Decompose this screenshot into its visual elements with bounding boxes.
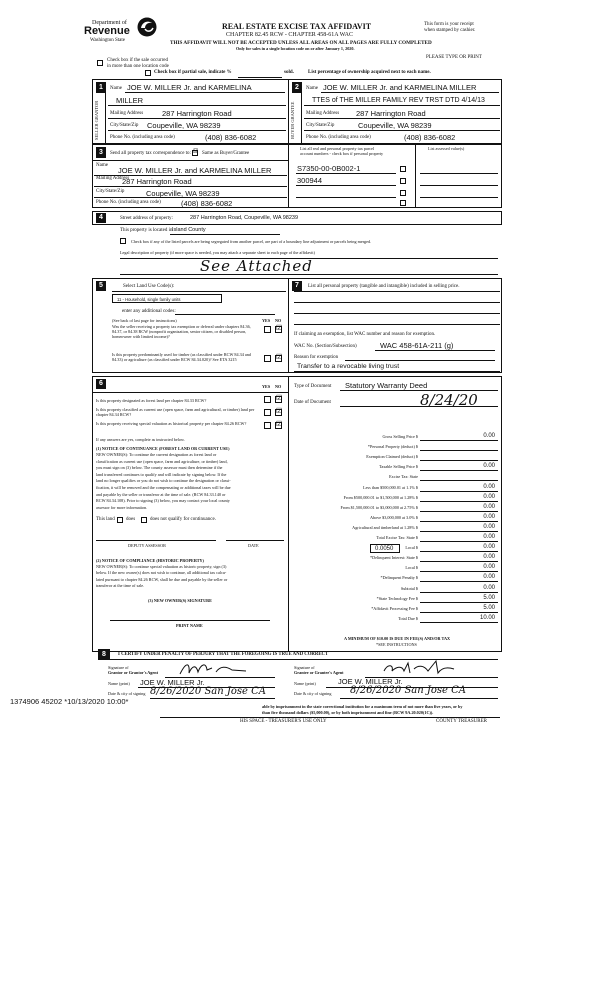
tax-row-rule — [420, 571, 498, 572]
does-label: does — [126, 517, 136, 522]
tax-row-value[interactable]: 0.00 — [483, 544, 495, 551]
tax-row-label: Gross Selling Price $ — [382, 434, 418, 439]
tax-row-value[interactable]: 0.00 — [483, 503, 495, 510]
notice1-title: (1) NOTICE OF CONTINUANCE (FOREST LAND OR CURRENT USE) — [96, 446, 230, 451]
partial-sale-label: Check box if partial sale, indicate % — [154, 70, 232, 75]
parcel-header-2: account numbers - check box if personal property — [300, 151, 384, 156]
seller-name-label: Name — [110, 86, 122, 91]
tax-row-label: Excise Tax: State — [389, 474, 418, 480]
receipt-note-1: This form is your receipt — [424, 22, 474, 27]
tax-row-value[interactable]: 0.00 — [483, 513, 495, 520]
please-type: PLEASE TYPE OR PRINT — [426, 55, 482, 60]
grantee-date-city-label: Date & city of signing — [294, 691, 332, 696]
this-land-label: This land — [96, 517, 115, 522]
notice1-line: you must sign on (3) below. The county assessor must then determine if the — [96, 465, 223, 471]
grantor-name[interactable]: JOE W. MILLER Jr. — [140, 678, 205, 687]
parcel-3-personal-checkbox[interactable] — [400, 190, 406, 196]
located-label: This property is located in — [120, 228, 173, 233]
recording-stamp: 1374906 45202 *10/13/2020 10:00* — [10, 697, 129, 706]
grantor-sig-label-1: Signature of — [108, 665, 129, 670]
historic-question: Is this property receiving special valuation as historical property per chapter 84.26 RCW? — [96, 421, 247, 426]
grantor-date-city[interactable]: 8/26/2020 San Jose CA — [150, 686, 267, 697]
seller-name2-rule — [108, 105, 286, 106]
timber-question: Is this property predominantly used for timber (as classified under RCW 84.34 and 84.33) or agriculture (as classified under RCW 84.34.020)? See ETA 3215 — [112, 352, 251, 362]
notice1-line: RCW 84.34.108). Prior to signing (3) below, you may contact your local county — [96, 498, 230, 504]
notice2-line: below. If the new owner(s) does not wish to continue, all additional tax calcu- — [96, 570, 227, 576]
revenue-swirl-icon — [136, 16, 158, 38]
tax-row-rule — [420, 612, 498, 613]
segregated-label: Check box if any of the listed parcels are being segregated from another parcel, are part of a boundary line adjustment or parcels being merged. — [131, 239, 372, 244]
pp-rule-3 — [294, 313, 500, 314]
exemption-yes-checkbox[interactable] — [264, 326, 271, 333]
tax-row-label: *Delinquent Penalty $ — [380, 575, 418, 581]
tax-row-rule — [420, 521, 498, 522]
legal-rule-2 — [120, 274, 498, 275]
corr-mailing-rule — [94, 186, 287, 187]
tax-row-label: Subtotal $ — [400, 585, 418, 591]
tax-row-rule — [420, 622, 498, 623]
land-use-code: 11 - Household, single family units — [117, 297, 181, 302]
tax-row-rule — [420, 501, 498, 502]
section-6-divider — [288, 376, 289, 652]
notice2-line: lated pursuant to chapter 84.26 RCW, shall be due and payable by the seller or — [96, 576, 228, 582]
land-does-checkbox[interactable] — [117, 517, 123, 523]
pp-rule-4 — [294, 324, 500, 325]
section-2-badge: 2 — [292, 82, 302, 93]
forest-yes-checkbox[interactable] — [264, 396, 271, 403]
section-6-box — [92, 376, 502, 652]
s5-yes-header: YES — [262, 318, 271, 323]
seller-sidebar-line — [105, 92, 106, 144]
buyer-city-rule — [304, 130, 500, 131]
wac-label: WAC No. (Section/Subsection) — [294, 344, 357, 349]
tax-row-label: From $1,500,000.01 to $3,000,000 at 2.75% $ — [340, 504, 418, 510]
tax-row-rule — [420, 440, 498, 441]
tax-row-label: Total Excise Tax: State $ — [376, 535, 418, 540]
tax-row-label: Less than $500,000.01 at 1.1% $ — [363, 484, 418, 490]
tax-row-label: Taxable Selling Price $ — [379, 464, 418, 470]
doc-date-rule — [340, 406, 498, 407]
assessed-rule-3 — [420, 197, 498, 198]
deputy-assessor-rule — [96, 540, 216, 541]
timber-no-checkbox[interactable]: ☑ — [276, 353, 283, 361]
tax-row-rule — [420, 460, 498, 461]
county-rule — [170, 234, 280, 235]
section-6-header-rule — [92, 392, 288, 393]
notice2-line: NEW OWNER(S): To continue special valuation as historic property, sign (3) — [96, 564, 227, 569]
corr-mailing-label: Mailing Address — [96, 176, 130, 181]
ownership-note: List percentage of ownership acquired next to each name. — [308, 70, 431, 75]
s6-no-header: NO — [275, 384, 282, 389]
tax-row-label: Above $3,000,000 at 3.0% $ — [369, 514, 418, 520]
wac-number[interactable]: WAC 458-61A-211 (g) — [380, 341, 454, 350]
seller-city[interactable]: Coupeville, WA 98239 — [147, 121, 221, 130]
tax-row-rule — [420, 470, 498, 471]
tax-row-rule — [420, 561, 498, 562]
doc-type-label: Type of Document — [294, 384, 332, 389]
notice1-line: and payable by the seller or transferor at the time of sale. (RCW 84.33.140 or — [96, 491, 226, 497]
certify-statement: I CERTIFY UNDER PENALTY OF PERJURY THAT THE FOREGOING IS TRUE AND CORRECT — [118, 652, 329, 657]
multi-location-checkbox[interactable] — [97, 60, 103, 66]
tax-row-value[interactable]: 0.00 — [483, 463, 495, 470]
seller-name-line1[interactable]: JOE W. MILLER Jr. and KARMELINA — [127, 83, 252, 92]
assessed-rule-2 — [420, 185, 498, 186]
segregated-checkbox[interactable] — [120, 238, 126, 244]
seller-mailing-label: Mailing Address — [110, 111, 144, 116]
buyer-name-label: Name — [306, 86, 318, 91]
treasurer-rule — [160, 717, 500, 718]
dept-state: Washington State — [90, 38, 126, 43]
historic-yes-checkbox[interactable] — [264, 422, 271, 429]
legal-label: Legal description of property (if more space is needed, you may attach a separate sheet to each page of the affidavit) — [120, 250, 315, 255]
buyer-mailing-label: Mailing Address — [306, 111, 340, 116]
print-name-label: PRINT NAME — [176, 623, 203, 628]
section-3-badge: 3 — [96, 147, 106, 158]
tax-row-rule — [420, 480, 498, 481]
grantee-date-rule — [340, 698, 498, 699]
pp-rule-1 — [294, 291, 500, 292]
pp-rule-2 — [294, 302, 500, 303]
grantee-signature[interactable] — [380, 657, 460, 677]
grantee-name[interactable]: JOE W. MILLER Jr. — [338, 677, 403, 686]
current-use-yes-checkbox[interactable] — [264, 409, 271, 416]
perjury-line-2: than five thousand dollars ($5,000.00), or by both imprisonment and fine (RCW 9A.20.020(1C)). — [262, 710, 434, 715]
parcel-rule-1 — [296, 173, 396, 174]
corr-phone[interactable]: (408) 836-6082 — [181, 199, 233, 208]
perjury-line-1: able by imprisonment in the state correctional institution for a maximum term of not more than five years, or by — [262, 704, 463, 709]
tax-row-value[interactable]: 10.00 — [479, 614, 495, 621]
doc-date-label: Date of Document — [294, 400, 331, 405]
personal-property-label: List all personal property (tangible and intangible) included in selling price. — [308, 284, 460, 289]
section-6-badge: 6 — [96, 379, 106, 389]
buyer-mailing[interactable]: 287 Harrington Road — [356, 109, 426, 118]
select-land-use-label: Select Land Use Code(s): — [123, 284, 175, 289]
assessed-rule-4 — [420, 207, 498, 208]
tax-row-rule — [420, 592, 498, 593]
send-correspondence-label: Send all property tax correspondence to: — [110, 151, 191, 156]
local-rate-box[interactable] — [370, 544, 400, 553]
tax-row-label: Agricultural and timberland at 1.28% $ — [352, 524, 418, 530]
tax-row-value[interactable]: 0.00 — [483, 493, 495, 500]
grantor-date-rule — [150, 698, 275, 699]
notice1-line: classification as current use (open space, farm and agriculture, or timber) land, — [96, 458, 228, 464]
parties-divider — [288, 79, 289, 144]
legal-handwritten: See Attached — [200, 257, 313, 275]
form-warning: THIS AFFIDAVIT WILL NOT BE ACCEPTED UNLESS ALL AREAS ON ALL PAGES ARE FULLY COMPLETED — [170, 40, 432, 46]
assessed-rule-1 — [420, 173, 498, 174]
grantee-sig-label-1: Signature of — [294, 665, 315, 670]
exemption-reason[interactable]: Transfer to a revocable living trust — [297, 363, 400, 370]
s6-yes-header: YES — [262, 384, 271, 389]
parcel-2-personal-checkbox[interactable] — [400, 178, 406, 184]
assessed-divider — [415, 144, 416, 208]
tax-row-value[interactable]: 0.00 — [483, 523, 495, 530]
local-rate: 0.0050 — [375, 546, 394, 552]
buyer-sidebar-line — [301, 92, 302, 144]
same-as-buyer-label: Same as Buyer/Grantee — [202, 151, 250, 156]
corr-name[interactable]: JOE W. MILLER Jr. and KARMELINA MILLER — [118, 166, 272, 175]
county-treasurer: COUNTY TREASURER — [436, 719, 487, 724]
section-8-badge: 8 — [98, 649, 110, 660]
corr-phone-label: Phone No. (including area code) — [96, 200, 161, 205]
seller-city-label: City/State/Zip — [110, 123, 139, 128]
additional-codes-rule — [175, 314, 275, 315]
buyer-city[interactable]: Coupeville, WA 98239 — [358, 121, 432, 130]
deputy-date-label: DATE — [248, 543, 259, 548]
deputy-date-rule — [226, 540, 284, 541]
sold-label: sold. — [284, 70, 294, 75]
street-label: Street address of property: — [120, 216, 173, 221]
reason-rule-2 — [294, 371, 500, 372]
tax-row-rule — [420, 531, 498, 532]
correspondence-divider — [288, 144, 289, 208]
notice1-line: NEW OWNER(S): To continue the current designation as forest land or — [96, 452, 217, 457]
tax-row-label: From $500,000.01 to $1,500,000 at 1.28% $ — [343, 494, 418, 500]
parcel-rule-3 — [296, 197, 396, 198]
tax-row-label: Local $ — [405, 565, 418, 571]
seller-mailing[interactable]: 287 Harrington Road — [162, 109, 232, 118]
buyer-name-rule — [321, 92, 499, 93]
buyer-phone[interactable]: (408) 836-6082 — [404, 133, 456, 142]
tax-row-rule — [420, 450, 498, 451]
grantor-signature[interactable] — [176, 658, 256, 678]
seller-name-line2[interactable]: MILLER — [116, 96, 144, 105]
see-instructions: *SEE INSTRUCTIONS — [376, 642, 417, 647]
county[interactable]: Island County — [172, 227, 206, 233]
doc-date[interactable]: 8/24/20 — [420, 391, 478, 409]
corr-name-label: Name — [96, 163, 108, 168]
forest-no-checkbox[interactable]: ☑ — [276, 394, 283, 402]
see-back-label: (See back of last page for instructions) — [112, 318, 177, 323]
property-street[interactable]: 287 Harrington Road, Coupeville, WA 98239 — [190, 215, 299, 221]
tax-row-value[interactable]: 0.00 — [483, 574, 495, 581]
partial-sale-line — [238, 77, 282, 78]
if-yes-note: If any answers are yes, complete as instructed below. — [96, 437, 185, 442]
buyer-city-label: City/State/Zip — [306, 123, 335, 128]
reason-rule-1 — [345, 360, 495, 361]
seller-side-label: SELLER GRANTOR — [94, 100, 99, 140]
grantor-sig-label-2: Grantor or Grantor's Agent — [108, 670, 158, 675]
corr-city-label: City/State/Zip — [96, 189, 125, 194]
land-use-divider — [288, 278, 289, 373]
doc-type[interactable]: Statutory Warranty Deed — [345, 381, 428, 390]
grantee-name-label: Name (print) — [294, 681, 316, 686]
tax-row-label: Total Due $ — [398, 615, 418, 621]
section-1-badge: 1 — [96, 82, 106, 93]
notice1-line: land no longer qualifies or you do not wish to continue the designation or classi- — [96, 478, 231, 484]
parcel-4-personal-checkbox[interactable] — [400, 200, 406, 206]
corr-city-rule — [94, 197, 287, 198]
deputy-assessor-label: DEPUTY ASSESSOR — [128, 543, 166, 548]
print-name-rule — [110, 620, 270, 621]
parcel-2[interactable]: 300944 — [297, 176, 323, 185]
seller-phone[interactable]: (408) 836-6082 — [205, 133, 257, 142]
buyer-name-line1[interactable]: JOE W. MILLER Jr. and KARMELINA MILLER — [323, 83, 477, 92]
tax-row-label: *State Technology Fee $ — [376, 595, 418, 601]
parcel-rule-2 — [296, 185, 396, 186]
does-not-label: does not qualify for continuance. — [150, 517, 216, 522]
section-4-badge: 4 — [96, 213, 106, 223]
tax-row-value[interactable]: 0.00 — [483, 564, 495, 571]
enter-additional-label: enter any additional codes: — [122, 309, 176, 314]
correspondence-header-rule — [92, 160, 288, 161]
tax-row-value[interactable]: 0.00 — [483, 584, 495, 591]
tax-row-label: *Personal Property (deduct) $ — [367, 444, 418, 450]
same-as-buyer-checkbox[interactable]: ☒ — [193, 149, 199, 155]
multi-location-label-2: in more than one location code — [107, 64, 169, 69]
grantee-date-city[interactable]: 8/26/2020 San Jose CA — [350, 685, 467, 696]
s5-no-header: NO — [275, 318, 282, 323]
forest-question: Is this property designated as forest land per chapter 84.33 RCW? — [96, 398, 207, 403]
dept-name: Revenue — [84, 25, 130, 37]
historic-no-checkbox[interactable]: ☑ — [276, 420, 283, 428]
reason-label: Reason for exemption — [294, 355, 339, 360]
assessed-header: List assessed value(s) — [428, 146, 465, 151]
buyer-mailing-rule — [304, 118, 500, 119]
current-use-question: Is this property classified as current use (open space, farm and agricultural, or timber) land per chapter 84.34 RCW? — [96, 407, 255, 417]
form-title: REAL ESTATE EXCISE TAX AFFIDAVIT — [222, 22, 372, 31]
parcel-header-1: List all real and personal property tax parcel — [300, 146, 375, 151]
grantor-date-city-label: Date & city of signing — [108, 691, 146, 696]
tax-row-value[interactable]: 0.00 — [483, 483, 495, 490]
buyer-name-line2[interactable]: TTES of THE MILLER FAMILY REV TRST DTD 4/14/13 — [312, 97, 485, 104]
tax-row-rule — [420, 602, 498, 603]
tax-row-label: *Delinquent Interest: State $ — [369, 555, 418, 561]
multi-location-label-1: Check box if the sale occurred — [107, 58, 168, 63]
grantee-sig-label-2: Grantee or Grantee's Agent — [294, 670, 344, 675]
notice2-line: transferor at the time of sale. — [96, 583, 145, 589]
tax-row-value[interactable]: 0.00 — [483, 534, 495, 540]
land-use-select[interactable] — [112, 294, 222, 303]
notice1-line: fication, it will be removed and the compensating or additional taxes will be due — [96, 485, 231, 490]
current-use-no-checkbox[interactable]: ☑ — [276, 407, 283, 415]
section-7-badge: 7 — [292, 281, 302, 291]
receipt-note-2: when stamped by cashier. — [424, 28, 476, 33]
notice2-title: (2) NOTICE OF COMPLIANCE (HISTORIC PROPERTY) — [96, 558, 204, 563]
tax-row-value[interactable]: 5.00 — [483, 604, 495, 611]
tax-row-rule — [420, 551, 498, 552]
tax-row-rule — [420, 491, 498, 492]
land-use-header-rule — [112, 291, 286, 292]
tax-row-value[interactable]: 0.00 — [483, 554, 495, 561]
seller-mailing-rule — [108, 118, 286, 119]
seller-city-rule — [108, 130, 286, 131]
parcel-rule-4 — [296, 207, 396, 208]
buyer-side-label: BUYER GRANTEE — [290, 101, 295, 139]
tax-row-value[interactable]: 5.00 — [483, 594, 495, 601]
form-only-for: Only for sales in a single location code on or after January 1, 2020. — [236, 46, 355, 51]
wac-intro: If claiming an exemption, list WAC number and reason for exemption. — [294, 332, 436, 337]
minimum-due: A MINIMUM OF $10.00 IS DUE IN FEE(S) AND/OR TAX — [344, 636, 451, 641]
buyer-phone-label: Phone No. (including area code) — [306, 135, 371, 140]
exemption-question: Was the seller receiving a property tax exemption or deferral under chapters 84.36, 84.37, or 84.38 RCW (nonprofit organization, senior citizen, or disabled person, homeowner with limited income)? — [112, 324, 251, 339]
timber-yes-checkbox[interactable] — [264, 355, 271, 362]
exemption-no-checkbox[interactable]: ☑ — [276, 324, 283, 332]
corr-mailing[interactable]: 287 Harrington Road — [122, 177, 192, 186]
tax-row-rule — [420, 581, 498, 582]
notice1-line: land transferred continues to qualify and will indicate by signing below. If the — [96, 471, 227, 477]
new-owner-signature-label: (3) NEW OWNER(S) SIGNATURE — [148, 598, 212, 603]
wac-rule — [375, 350, 495, 351]
tax-row-label: Local $ — [405, 545, 418, 551]
corr-city[interactable]: Coupeville, WA 98239 — [146, 189, 220, 198]
form-chapter: CHAPTER 82.45 RCW - CHAPTER 458-61A WAC — [226, 32, 353, 38]
tax-row-rule — [420, 511, 498, 512]
parcel-1-personal-checkbox[interactable] — [400, 166, 406, 172]
tax-row-rule — [420, 541, 498, 542]
grantor-name-label: Name (print) — [108, 681, 130, 686]
tax-row-value[interactable]: 0.00 — [483, 433, 495, 439]
land-does-not-checkbox[interactable] — [141, 517, 147, 523]
parcel-1[interactable]: S7350-00-0B002-1 — [297, 164, 361, 173]
tax-row-label: Exemption Claimed (deduct) $ — [366, 454, 418, 460]
treasurer-use-only: HIS SPACE - TREASURER'S USE ONLY — [240, 719, 327, 724]
seller-phone-label: Phone No. (including area code) — [110, 135, 175, 140]
buyer-name2-rule — [304, 105, 500, 106]
seller-name-rule — [125, 92, 285, 93]
dept-line1: Department of — [92, 20, 127, 26]
notice1-line: assessor for more information. — [96, 504, 148, 510]
tax-row-label: *Affidavit Processing Fee $ — [371, 605, 418, 611]
section-5-badge: 5 — [96, 281, 106, 291]
partial-sale-checkbox[interactable] — [145, 70, 151, 76]
